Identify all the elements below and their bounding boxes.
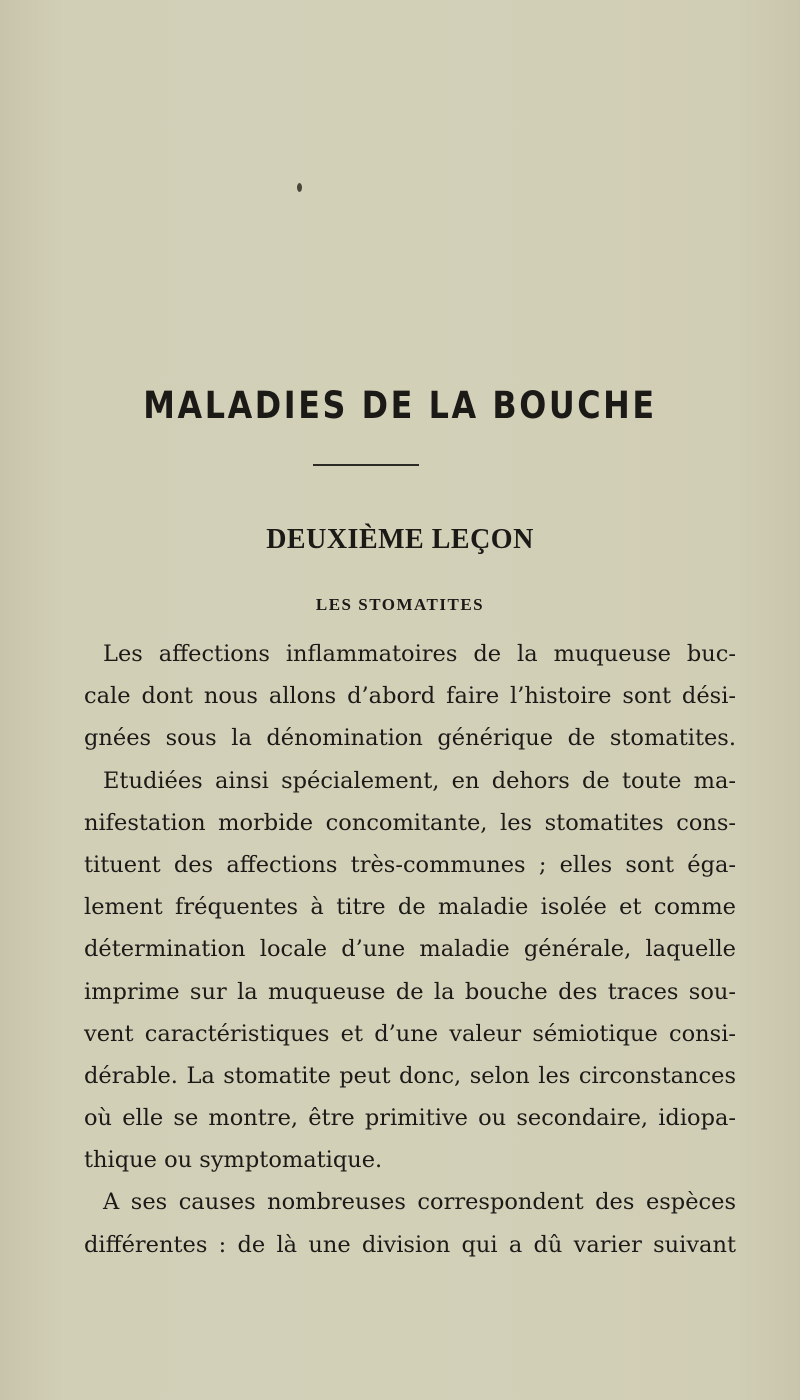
text-line: A ses causes nombreuses correspondent des espèces — [103, 1189, 736, 1216]
text-line: détermination locale d’une maladie générale, laquelle — [84, 936, 736, 963]
text-line: lement fréquentes à titre de maladie isolée et comme — [84, 894, 736, 921]
body-text — [84, 633, 736, 1266]
title-rule — [313, 464, 419, 466]
ink-speck — [297, 183, 302, 192]
text-line: imprime sur la muqueuse de la bouche des traces sou- — [84, 978, 736, 1005]
lesson-title: DEUXIÈME LEÇON — [266, 524, 534, 555]
text-line: Etudiées ainsi spécialement, en dehors de toute ma- — [103, 767, 736, 794]
text-line: tituent des affections très-communes ; elles sont éga- — [84, 851, 736, 878]
text-line: cale dont nous allons d’abord faire l’histoire sont dési- — [84, 683, 736, 710]
text-line: nifestation morbide concomitante, les stomatites cons- — [84, 809, 736, 836]
section-subtitle: LES STOMATITES — [315, 595, 485, 614]
text-line: dérable. La stomatite peut donc, selon les circonstances — [84, 1062, 736, 1089]
text-line: Les affections inflammatoires de la muqueuse buc- — [103, 641, 736, 667]
text-line: où elle se montre, être primitive ou secondaire, idiopa- — [84, 1105, 736, 1132]
text-line: différentes : de là une division qui a dû varier suivant — [84, 1231, 736, 1258]
text-line: thique ou symptomatique. — [84, 1147, 383, 1174]
chapter-title: MALADIES DE LA BOUCHE — [143, 384, 657, 427]
text-line: vent caractéristiques et d’une valeur sémiotique consi- — [84, 1020, 736, 1047]
text-line: gnées sous la dénomination générique de stomatites. — [84, 725, 736, 752]
